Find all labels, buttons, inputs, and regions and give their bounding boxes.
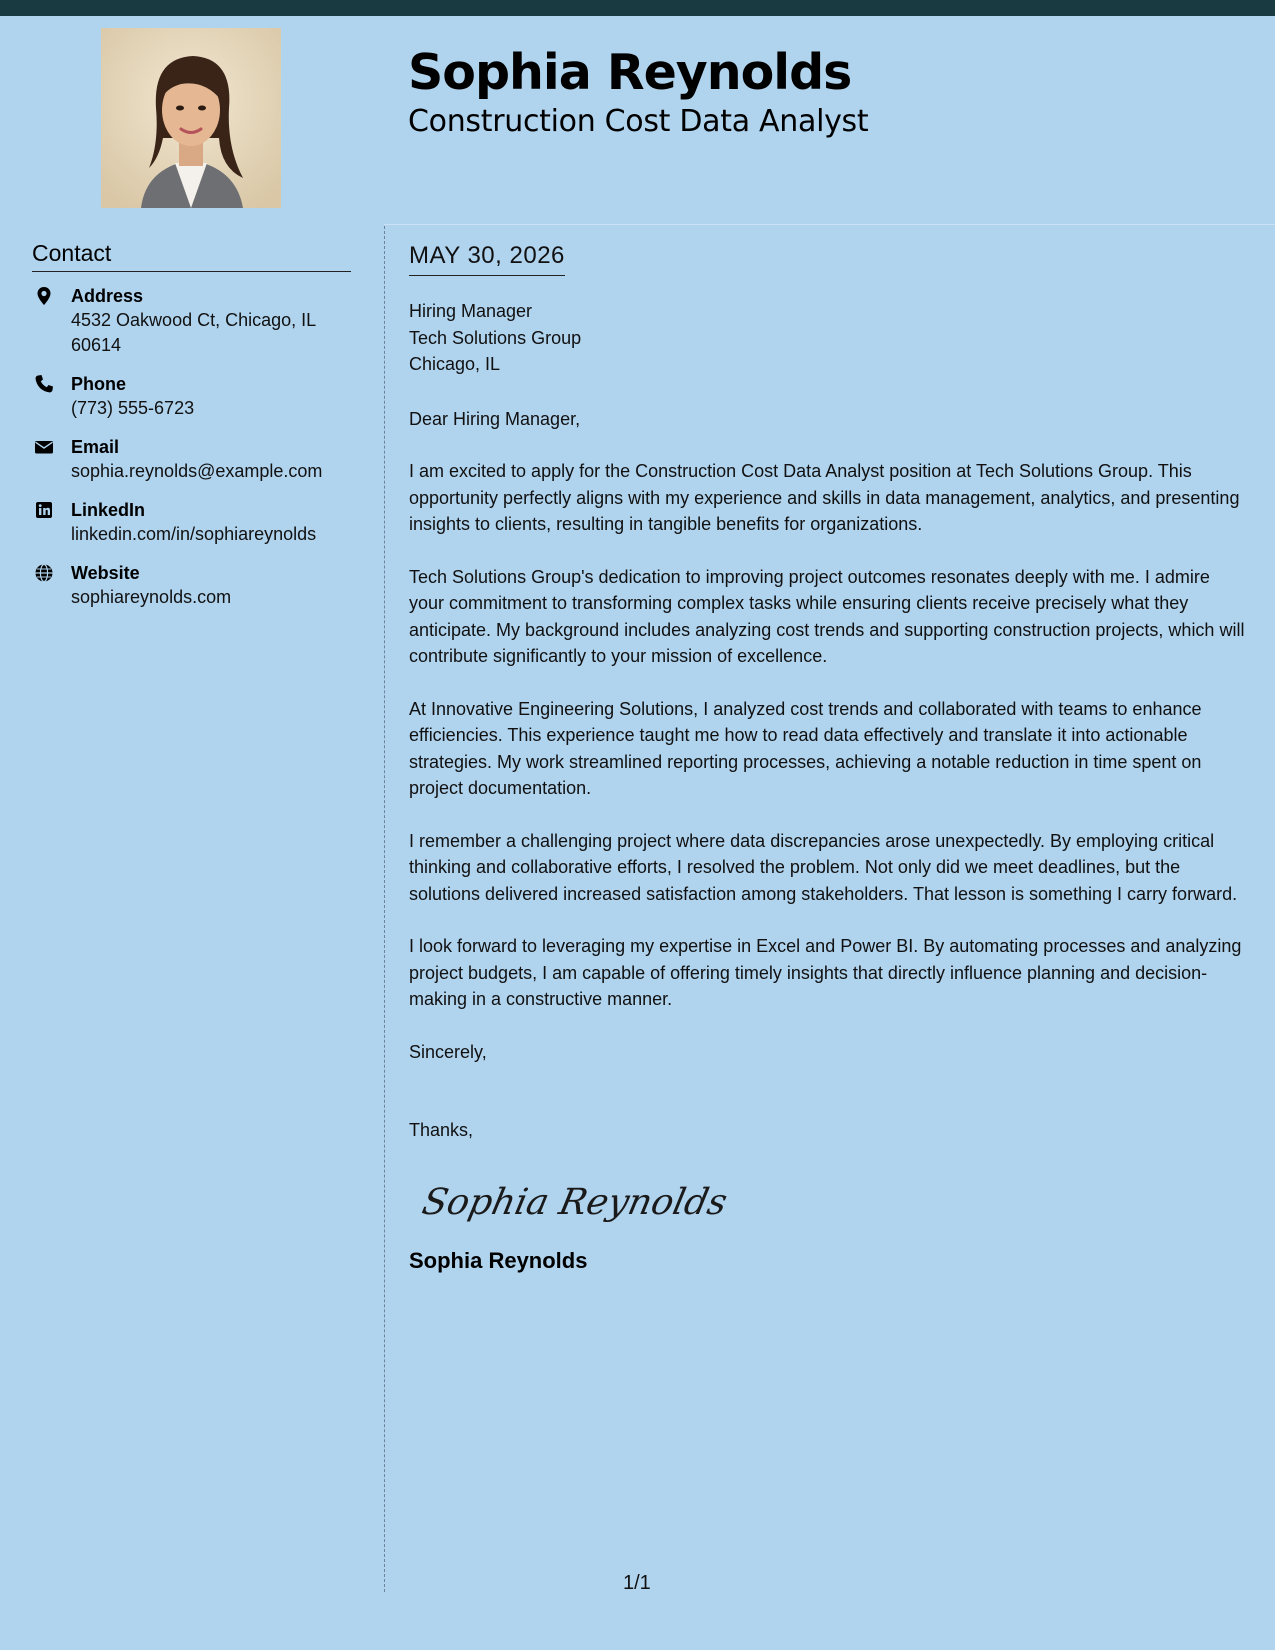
body-paragraph: Tech Solutions Group's dedication to improving project outcomes resonates deeply with me. I admire your commitment to transforming complex tasks while ensuring clients receive precisely what they anticipate. My background includes analyzing cost trends and supporting construction projects, which will contribute significantly to your mission of excellence.: [409, 566, 1245, 666]
phone-label: Phone: [71, 374, 127, 394]
recipient-line: Tech Solutions Group: [409, 327, 582, 348]
signer-name: Sophia Reynolds: [409, 1247, 588, 1273]
column-divider: [384, 226, 385, 1592]
phone-icon: [34, 374, 54, 394]
recipient-line: Hiring Manager: [409, 301, 533, 321]
body-paragraph: At Innovative Engineering Solutions, I analyzed cost trends and collaborated with teams to enhance efficiencies. This experience taught me how to read data effectively and translate it into actionable strategies. My work streamlined reporting processes, achieving a notable reduction in time spent on project documentation.: [409, 698, 1202, 798]
applicant-name: Sophia Reynolds: [408, 44, 852, 101]
header-divider: [384, 224, 1275, 225]
salutation: Dear Hiring Manager,: [409, 408, 581, 429]
address-value: 4532 Oakwood Ct, Chicago, IL 60614: [71, 310, 316, 355]
body-paragraph: I am excited to apply for the Construction Cost Data Analyst position at Tech Solutions Group. This opportunity perfectly aligns with my experience and skills in data management, analytics, and presenting insights to clients, resulting in tangible benefits for organizations.: [409, 461, 1240, 534]
contact-item-website: [32, 561, 352, 610]
linkedin-label: LinkedIn: [71, 500, 146, 520]
phone-value: (773) 555-6723: [71, 398, 195, 418]
contact-sidebar: [32, 240, 352, 624]
signature-text: Sophia Reynolds: [418, 1179, 732, 1223]
profile-photo: [101, 28, 281, 208]
website-label: Website: [71, 563, 140, 583]
website-value[interactable]: sophiareynolds.com: [71, 587, 232, 607]
address-label: Address: [71, 286, 144, 306]
recipient-line: Chicago, IL: [409, 354, 501, 374]
contact-item-linkedin: [32, 498, 352, 547]
top-accent-bar: [0, 0, 1275, 16]
contact-item-email: [32, 435, 352, 484]
linkedin-value[interactable]: linkedin.com/in/sophiareynolds: [71, 524, 317, 544]
linkedin-icon: [34, 500, 54, 520]
contact-item-phone: [32, 372, 352, 421]
envelope-icon: [34, 437, 54, 457]
contact-heading: Contact: [32, 240, 351, 272]
globe-icon: [34, 563, 54, 583]
contact-item-address: [32, 284, 352, 358]
thanks-line: Thanks,: [409, 1120, 474, 1140]
email-value[interactable]: sophia.reynolds@example.com: [71, 461, 323, 481]
email-label: Email: [71, 437, 120, 457]
closing: Sincerely,: [409, 1041, 487, 1062]
recipient-block: [409, 298, 1249, 378]
body-paragraph: I look forward to leveraging my expertise in Excel and Power BI. By automating processes and analyzing project budgets, I am capable of offering timely insights that directly influence planning and decision-making in a constructive manner.: [409, 936, 1242, 1009]
map-pin-icon: [34, 286, 54, 306]
cover-letter-body: [409, 242, 1249, 1274]
letter-date: MAY 30, 2026: [409, 242, 565, 276]
contact-list: [32, 284, 352, 610]
job-title: Construction Cost Data Analyst: [408, 104, 869, 139]
page-number: 1/1: [623, 1572, 651, 1594]
body-paragraph: I remember a challenging project where data discrepancies arose unexpectedly. By employing critical thinking and collaborative efforts, I resolved the problem. Not only did we meet deadlines, but the solutions delivered increased satisfaction among stakeholders. That lesson is something I carry forward.: [409, 830, 1238, 904]
handwritten-signature: [417, 1174, 732, 1230]
